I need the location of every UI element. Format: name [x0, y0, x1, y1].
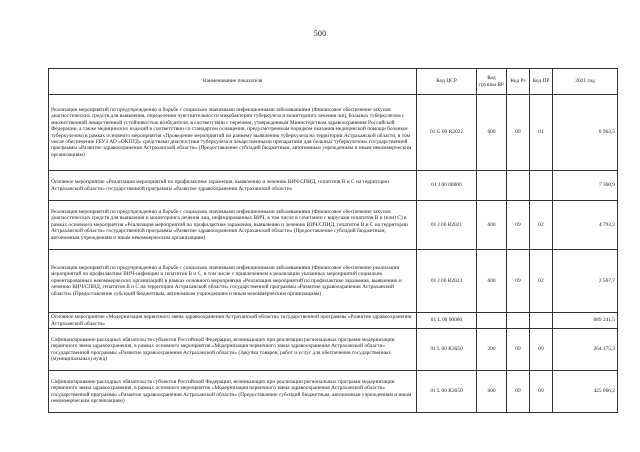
row-vr: 600: [477, 201, 507, 250]
row-vr: [477, 171, 507, 201]
row-rz: [507, 313, 530, 329]
row-csr: 01 G 00 R2022: [417, 95, 477, 171]
row-amount: 425 066,2: [553, 371, 618, 413]
row-vr: [477, 313, 507, 329]
row-name: Софинансирование расходных обязательств субъектов Российской Федерации, возникающих при реализации региональных программ модернизации первичного звена здравоохранения, в рамках основного мероприятия «Модернизация первичного звена здравоохранения Астраханской области» государственной программы «Развитие здравоохранения Астраханской области» (Закупка товаров, работ и услуг для обеспечения государственных (муниципальных) нужд): [49, 329, 417, 371]
row-rz: 09: [507, 95, 530, 171]
page-number: 500: [313, 29, 327, 38]
budget-table: [48, 68, 618, 413]
row-name: Реализация мероприятий по предупреждению и борьбе с социально значимыми инфекционными заболеваниями (Финансовое обеспечение реализации мероприятий по профилактике ВИЧ-инфекции и гепатитов В и С, в том числе с привлечением к реализации указанных мероприятий социально ориентированных некоммерческих организаций) в рамках основного мероприятия «Реализация мероприятий по профилактике заражения, выявлению и лечению ВИЧ/СПИД, гепатитов В и С на территории Астраханской области» государственной программы «Развитие здравоохранения Астраханской области» (Предоставление субсидий бюджетным, автономным учреждениям и иным некоммерческим организациям): [49, 250, 417, 313]
row-pr: 01: [530, 95, 553, 171]
row-rz: 09: [507, 371, 530, 413]
row-name: Софинансирование расходных обязательств субъектов Российской Федерации, возникающих при реализации региональных программ модернизации первичного звена здравоохранения, в рамках основного мероприятия «Модернизация первичного звена здравоохранения Астраханской области» государственной программы «Развитие здравоохранения Астраханской области» (Предоставление субсидий бюджетным, автономным учреждениям и иным некоммерческим организациям): [49, 371, 417, 413]
row-vr: 600: [477, 95, 507, 171]
row-vr: 600: [477, 250, 507, 313]
table-row: [49, 313, 618, 329]
row-name: Реализация мероприятий по предупреждению и борьбе с социально значимыми инфекционными заболеваниями (Финансовое обеспечение закупок диагностических средств для выявления, определения чувствительности микобактерии туберкулеза и мониторинга лечения лиц, больных туберкулезом с множественной лекарственной устойчивостью возбудителя, в соответствии с перечнем, утвержденным Министерством здравоохранения Российской Федерации, а также медицинских изделий в соответствии со стандартом оснащения, предусмотренным порядком оказания медицинской помощи больным туберкулезом) в рамках основного мероприятия «Проведение мероприятий по раннему выявлению туберкулеза на территории Астраханской области, в том числе обеспечение ГБУЗ АО «ОКПТД» средствами диагностики туберкулеза и лекарственными препаратами для больных туберкулезом» государственной программы «Развитие здравоохранения Астраханской области» (Предоставление субсидий бюджетным, автономным учреждениям и иным некоммерческим организациям): [49, 95, 417, 171]
row-csr: 01 L 00 00000: [417, 313, 477, 329]
row-amount: 7 360,9: [553, 171, 618, 201]
row-pr: [530, 171, 553, 201]
row-amount: 2 567,7: [553, 250, 618, 313]
table-row: [49, 201, 618, 250]
table-row: [49, 371, 618, 413]
header-year: 2021 год: [553, 69, 618, 95]
table-header-row: [49, 69, 618, 95]
row-pr: [530, 313, 553, 329]
table-row: [49, 329, 618, 371]
row-rz: 09: [507, 201, 530, 250]
row-name: Основное мероприятие «Модернизация первичного звена здравоохранения Астраханской области» государственной программы «Развитие здравоохранения Астраханской области»: [49, 313, 417, 329]
row-rz: [507, 171, 530, 201]
row-rz: 09: [507, 329, 530, 371]
header-csr: Код ЦСР: [417, 69, 477, 95]
row-amount: 8 963,5: [553, 95, 618, 171]
row-csr: 01 J 00 R2023: [417, 250, 477, 313]
row-rz: 09: [507, 250, 530, 313]
row-csr: 01 L 00 R3650: [417, 371, 477, 413]
header-name: Наименование показателя: [49, 69, 417, 95]
table-row: [49, 171, 618, 201]
row-name: Основное мероприятие «Реализация мероприятий по профилактике заражения, выявлению и лечению ВИЧ/СПИД, гепатитов В и С на территории Астраханской области» государственной программы «Развитие здравоохранения Астраханской области»: [49, 171, 417, 201]
row-csr: 01 J 00 00000: [417, 171, 477, 201]
row-pr: 09: [530, 371, 553, 413]
header-vr: Код группы ВР: [477, 69, 507, 95]
row-amount: 264 175,3: [553, 329, 618, 371]
header-pr: Код ПР: [530, 69, 553, 95]
row-csr: 01 J 00 R2021: [417, 201, 477, 250]
row-pr: 02: [530, 201, 553, 250]
row-amount: 689 241,5: [553, 313, 618, 329]
table-row: [49, 95, 618, 171]
row-pr: 09: [530, 329, 553, 371]
table-row: [49, 250, 618, 313]
row-pr: 02: [530, 250, 553, 313]
row-vr: 600: [477, 371, 507, 413]
row-name: Реализация мероприятий по предупреждению и борьбе с социально значимыми инфекционными заболеваниями (Финансовое обеспечение закупок диагностических средств для выявления и мониторинга лечения лиц, инфицированных ВИЧ, в том числе в сочетании с вирусами гепатитов В и (или) С) в рамках основного мероприятия «Реализация мероприятий по профилактике заражения, выявлению и лечению ВИЧ/СПИД, гепатитов В и С на территории Астраханской области» государственной программы «Развитие здравоохранения Астраханской области» (Предоставление субсидий бюджетным, автономным учреждениям и иным некоммерческим организациям): [49, 201, 417, 250]
row-csr: 01 L 00 R3650: [417, 329, 477, 371]
row-vr: 200: [477, 329, 507, 371]
row-amount: 4 793,2: [553, 201, 618, 250]
header-rz: Код Рз: [507, 69, 530, 95]
